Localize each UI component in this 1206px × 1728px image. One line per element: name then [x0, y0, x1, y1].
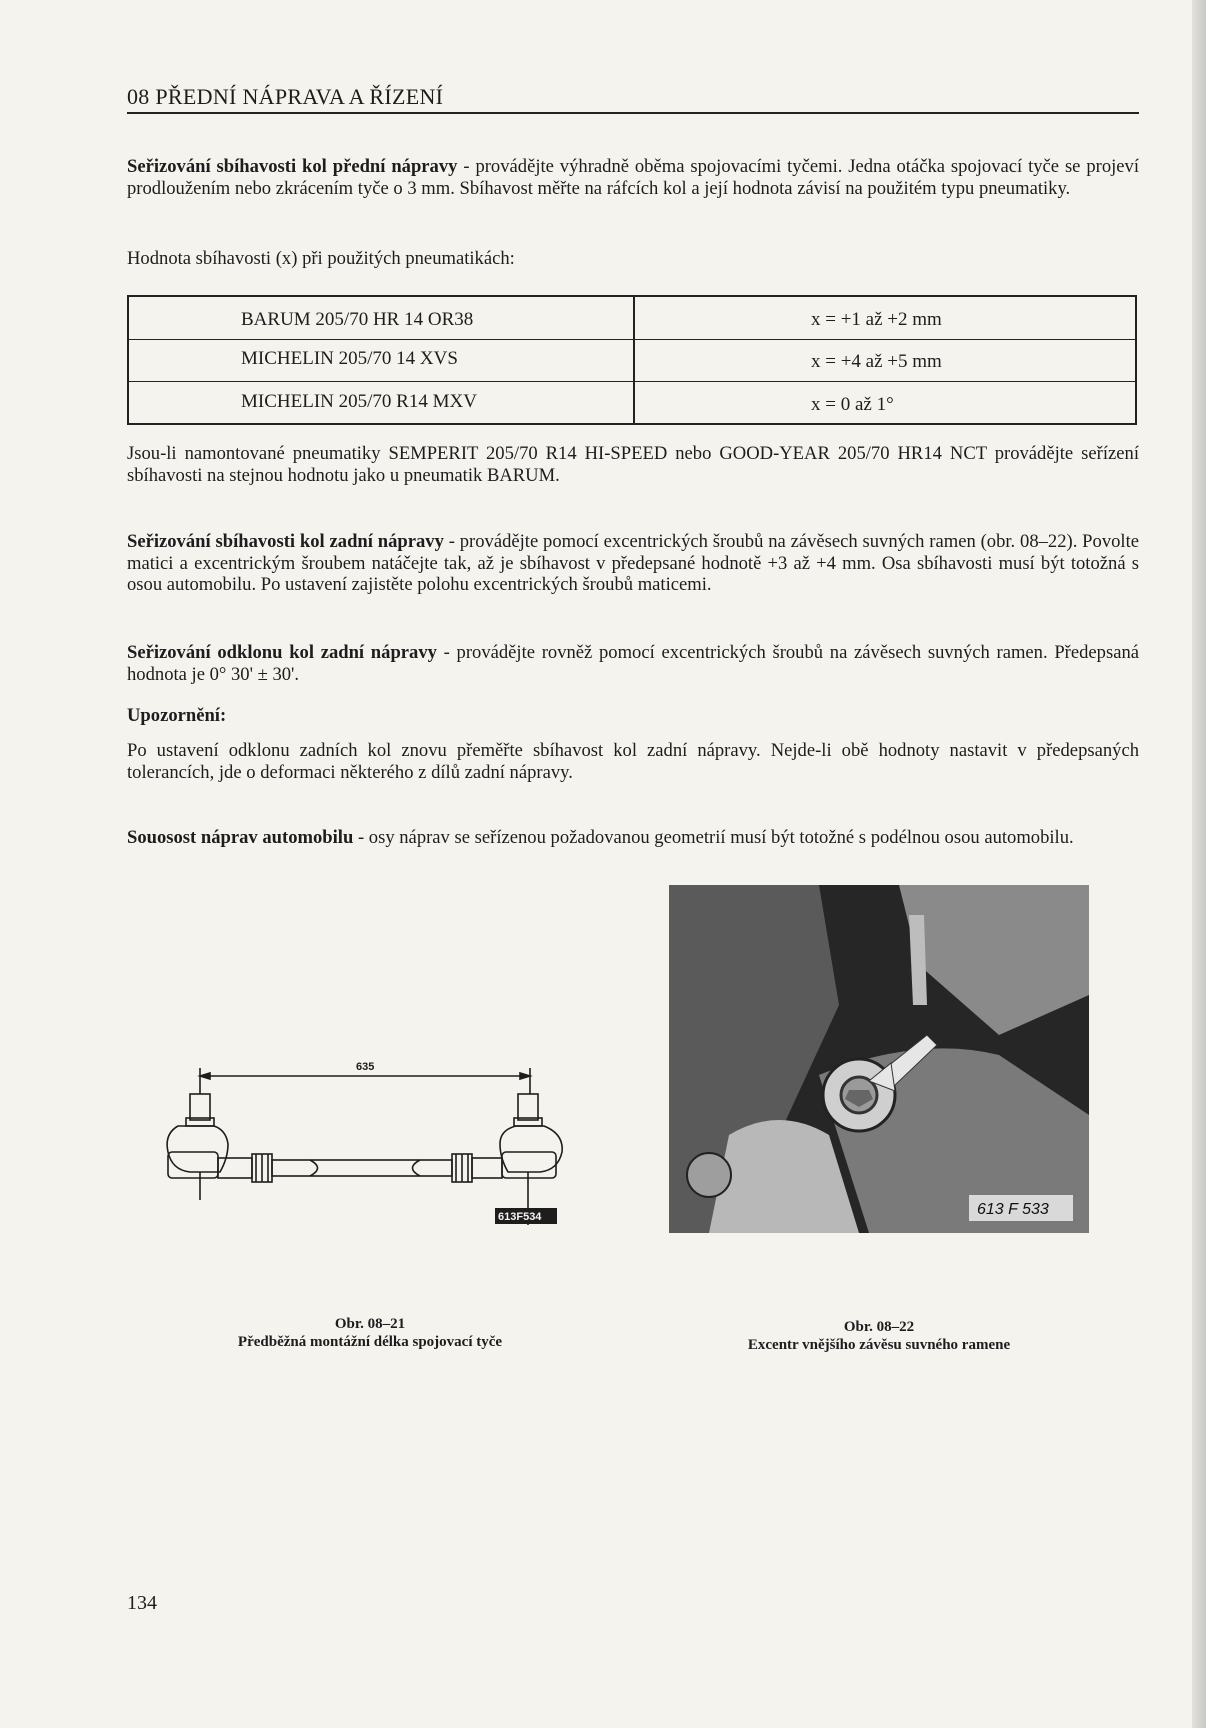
figure-caption-08-21: [160, 1315, 580, 1351]
paragraph-heading: Seřizování sbíhavosti kol přední nápravy: [127, 156, 458, 177]
paragraph-front-toe: [127, 156, 1139, 199]
paragraph-text: Hodnota sbíhavosti (x) při použitých pneumatikách:: [127, 248, 515, 269]
paragraph-text: Po ustavení odklonu zadních kol znovu přeměřte sbíhavost kol zadní nápravy. Nejde-li obě hodnoty nastavit v předepsaných tolerancích, jde o deformaci některého z dílů zadní nápravy.: [127, 740, 1139, 783]
page-edge: [1192, 0, 1206, 1728]
figure-label: Obr. 08–21: [334, 1316, 406, 1332]
paragraph-heading: Souosost náprav automobilu: [127, 827, 354, 848]
page-header: 08 PŘEDNÍ NÁPRAVA A ŘÍZENÍ: [127, 84, 1139, 114]
tire-cell: MICHELIN 205/70 R14 MXV: [241, 391, 477, 412]
photo-illustration: [669, 885, 1089, 1233]
page-number: 134: [127, 1592, 157, 1614]
paragraph-rear-toe: [127, 531, 1139, 596]
eccentric-photo: [669, 885, 1089, 1233]
warning-heading: [127, 705, 1139, 727]
figure-caption-text: Excentr vnějšího závěsu suvného ramene: [747, 1337, 1011, 1353]
paragraph-heading: Upozornění:: [127, 705, 227, 726]
paragraph-axle-alignment: [127, 827, 1139, 849]
table-row: [129, 381, 1135, 423]
figure-label: Obr. 08–22: [843, 1319, 915, 1335]
tire-cell: BARUM 205/70 HR 14 OR38: [241, 309, 474, 330]
table-row: [129, 297, 1135, 340]
table-row: [129, 339, 1135, 382]
paragraph-heading: Seřizování odklonu kol zadní nápravy: [127, 642, 437, 663]
paragraph-other-tires: [127, 443, 1139, 486]
tie-rod-drawing: [160, 1060, 580, 1230]
value-cell: x = +4 až +5 mm: [811, 351, 942, 372]
value-cell: x = 0 až 1°: [811, 394, 894, 415]
value-cell: x = +1 až +2 mm: [811, 309, 942, 330]
paragraph-rear-camber: [127, 642, 1139, 685]
paragraph-toe-values-intro: [127, 248, 1139, 270]
paragraph-text: - provádějte pomocí excentrických šroubů na závěsech suvných ramen (obr. 08–22). Povolte matici a excentrickým šroubem natáčejte tak, až je sbíhavost v předepsané hodnotě +3 až +4 mm. Osa sbíhavosti musí být totožná s osou automobilu. Po ustavení zajistěte polohu excentrických šroubů maticemi.: [127, 531, 1139, 595]
paragraph-text: - provádějte výhradně oběma spojovacími tyčemi. Jedna otáčka spojovací tyče se projeví prodloužením nebo zkrácením tyče o 3 mm. Sbíhavost měřte na ráfcích kol a její hodnota závisí na použitém typu pneumatiky.: [127, 156, 1140, 199]
figure-caption-text: Předběžná montážní délka spojovací tyče: [237, 1334, 503, 1350]
paragraph-warning: [127, 740, 1139, 783]
paragraph-heading: Seřizování sbíhavosti kol zadní nápravy: [127, 531, 444, 552]
figure-code: 613F534: [498, 1211, 542, 1223]
figure-caption-08-22: [669, 1318, 1089, 1354]
paragraph-text: - provádějte rovněž pomocí excentrických šroubů na závěsech suvných ramen. Předepsaná hodnota je 0° 30' ± 30'.: [127, 642, 1139, 685]
paragraph-text: Jsou-li namontované pneumatiky SEMPERIT 205/70 R14 HI-SPEED nebo GOOD-YEAR 205/70 HR14 NCT provádějte seřízení sbíhavosti na stejnou hodnotu jako u pneumatik BARUM.: [127, 443, 1139, 486]
photo-code: 613 F 533: [977, 1201, 1049, 1218]
toe-values-table: [127, 295, 1137, 425]
tire-cell: MICHELIN 205/70 14 XVS: [241, 348, 458, 369]
dimension-label: 635: [356, 1061, 375, 1073]
paragraph-text: - osy náprav se seřízenou požadovanou geometrií musí být totožné s podélnou osou automobilu.: [353, 827, 1074, 848]
